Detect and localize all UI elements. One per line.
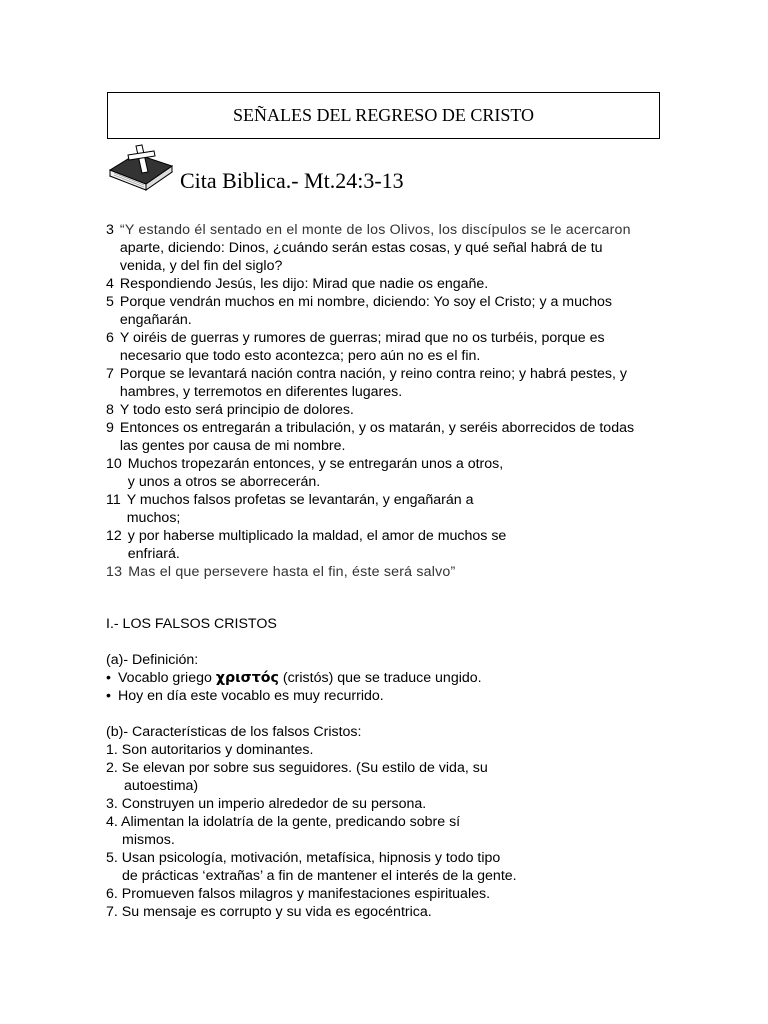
verse-4 [106,275,666,293]
verse-line: necesario que todo esto acontezca; pero aún no es el fin. [119,348,481,364]
characteristic-1: 1. Son autoritarios y dominantes. [106,742,314,758]
verse-line: venida, y del fin del siglo? [119,258,283,274]
characteristic-line: 5. Usan psicología, motivación, metafísica, hipnosis y todo tipo [106,850,501,866]
definition-bullet-2 [106,687,666,705]
verse-number: 9 [106,420,114,436]
verse-number: 13 [106,564,123,580]
verse-line: hambres, y terremotos en diferentes lugares. [119,384,403,400]
characteristics-heading: (b)- Características de los falsos Cristos: [106,724,362,740]
bullet-text: Hoy en día este vocablo es muy recurrido. [118,688,384,704]
verse-line: las gentes por causa de mi nombre. [119,438,346,454]
verse-line: Y muchos falsos profetas se levantarán, y engañarán a [126,492,474,508]
bullet-icon: • [106,688,111,704]
document-title: SEÑALES DEL REGRESO DE CRISTO [232,105,535,125]
verse-list [106,221,666,581]
verse-line: Y oiréis de guerras y rumores de guerras; mirad que no os turbéis, porque es [119,330,605,346]
characteristic-6: 6. Promueven falsos milagros y manifestaciones espirituales. [106,886,491,902]
bullet-text: (cristós) que se traduce ungido. [278,670,482,686]
verse-13 [106,563,666,581]
verse-line: Mas el que persevere hasta el fin, éste será salvo” [128,564,456,580]
verse-6 [106,329,666,365]
characteristic-4 [106,813,666,849]
scripture-reference: Cita Biblica.- Mt.24:3-13 [180,168,404,193]
bullet-icon: • [106,670,111,686]
bible-cross-icon [106,142,176,192]
verse-number: 7 [106,366,114,382]
falsos-cristos-section [106,615,666,921]
verse-line: enfriará. [127,546,180,562]
verse-8 [106,401,666,419]
verse-9 [106,419,666,455]
characteristic-5 [106,849,666,885]
verse-line: Respondiendo Jesús, les dijo: Mirad que nadie os engañe. [119,276,489,292]
document-title-box [107,92,660,139]
verse-line: y unos a otros se aborrecerán. [127,474,321,490]
bullet-text: Vocablo griego [118,670,216,686]
characteristic-2 [106,759,666,795]
characteristic-line: de prácticas ‘extrañas’ a fin de mantener el interés de la gente. [122,868,517,884]
verse-line: Porque se levantará nación contra nación, y reino contra reino; y habrá pestes, y [119,366,627,382]
section-heading: I.- LOS FALSOS CRISTOS [106,616,277,632]
greek-word: χριστός [215,670,279,686]
verse-5 [106,293,666,329]
definition-heading: (a)- Definición: [106,652,199,668]
verse-line: engañarán. [119,312,192,328]
verse-3 [106,221,666,275]
verse-line: muchos; [126,510,181,526]
verse-line: aparte, diciendo: Dinos, ¿cuándo serán estas cosas, y qué señal habrá de tu [119,240,603,256]
verse-7 [106,365,666,401]
verse-10 [106,455,666,491]
verse-line: y por haberse multiplicado la maldad, el amor de muchos se [127,528,507,544]
verse-number: 4 [106,276,114,292]
verse-number: 8 [106,402,114,418]
verse-line: Entonces os entregarán a tribulación, y os matarán, y seréis aborrecidos de todas [119,420,635,436]
characteristic-line: autoestima) [124,778,199,794]
verse-number: 6 [106,330,114,346]
characteristic-line: 2. Se elevan por sobre sus seguidores. (Su estilo de vida, su [106,760,488,776]
verse-number: 11 [106,492,121,508]
verse-number: 5 [106,294,114,310]
characteristic-7: 7. Su mensaje es corrupto y su vida es egocéntrica. [106,904,432,920]
characteristic-line: mismos. [122,832,175,848]
verse-12 [106,527,666,563]
verse-line: Y todo esto será principio de dolores. [119,402,354,418]
verse-number: 3 [106,222,114,238]
definition-bullet-1 [106,669,666,687]
verse-line: Porque vendrán muchos en mi nombre, diciendo: Yo soy el Cristo; y a muchos [119,294,612,310]
verse-line: Muchos tropezarán entonces, y se entregarán unos a otros, [127,456,504,472]
verse-number: 10 [106,456,122,472]
verse-line: “Y estando él sentado en el monte de los Olivos, los discípulos se le acercaron [119,222,631,238]
verse-number: 12 [106,528,122,544]
characteristic-3: 3. Construyen un imperio alrededor de su persona. [106,796,427,812]
verse-11 [106,491,666,527]
characteristic-line: 4. Alimentan la idolatría de la gente, predicando sobre sí [106,814,461,830]
